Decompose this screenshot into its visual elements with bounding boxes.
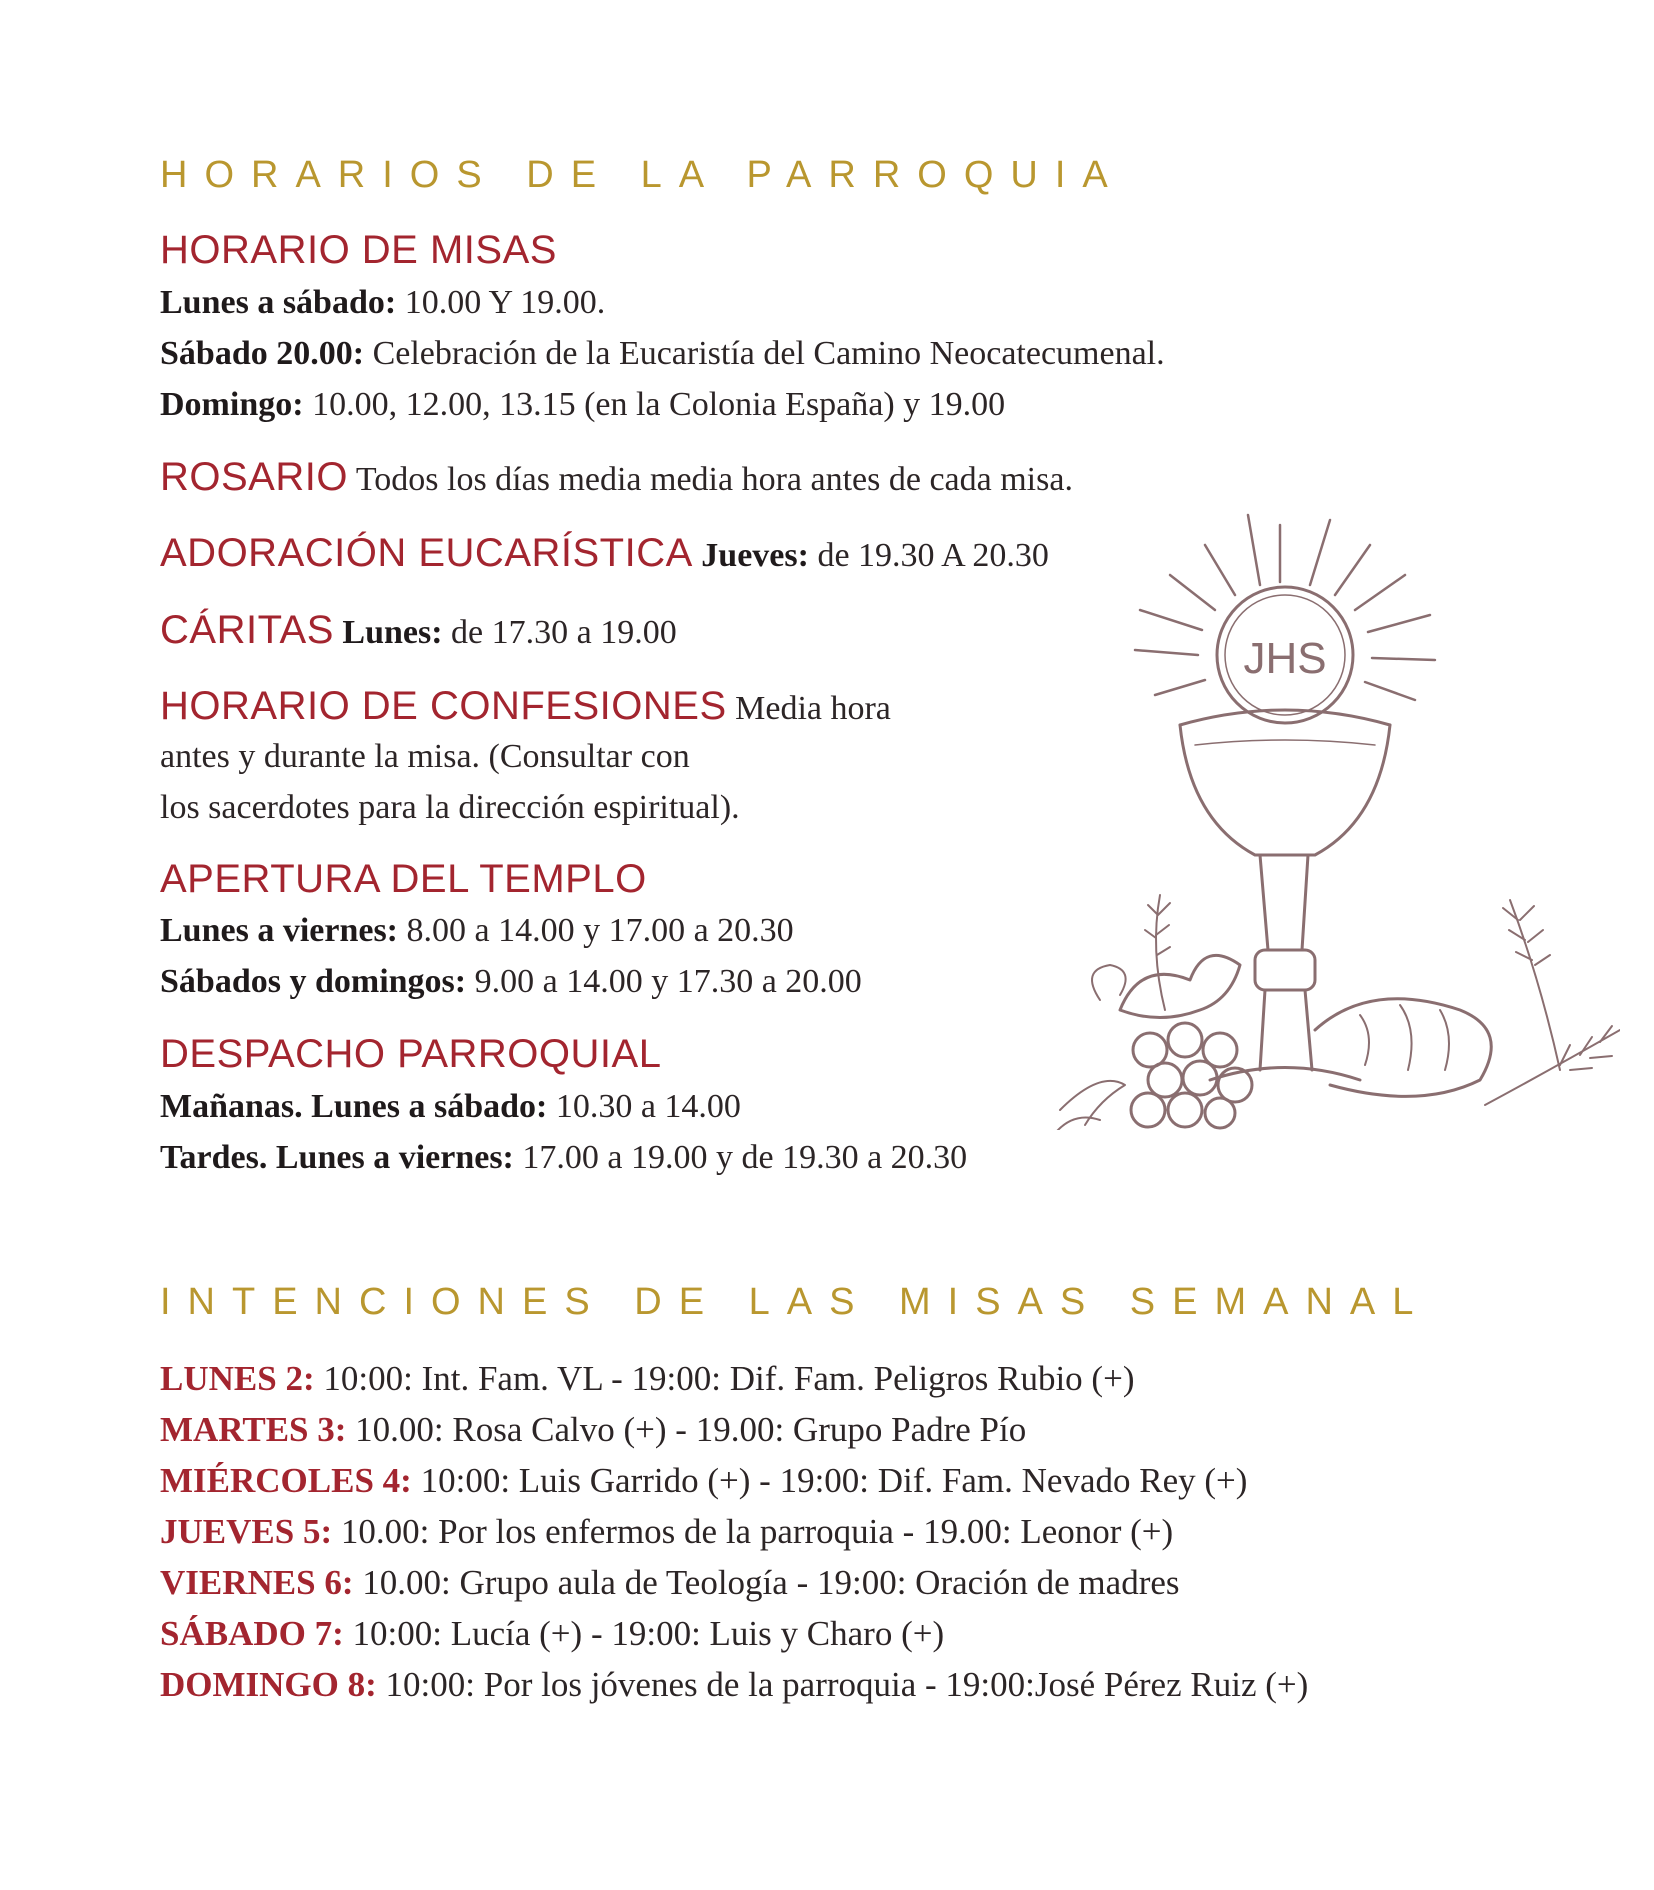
adoracion-label: Jueves:	[692, 537, 809, 574]
grapes-icon	[1131, 1023, 1252, 1128]
despacho-line-2-text: 17.00 a 19.00 y de 19.30 a 20.30	[513, 1139, 968, 1176]
intencion-text: 10:00: Lucía (+) - 19:00: Luis y Charo (+)	[343, 1614, 945, 1653]
misas-line-1-label: Lunes a sábado:	[160, 284, 397, 321]
misas-title: HORARIO DE MISAS	[160, 228, 557, 272]
apertura-line-1-label: Lunes a viernes:	[160, 912, 398, 949]
intencion-row	[160, 1410, 1026, 1450]
intencion-text: 10:00: Luis Garrido (+) - 19:00: Dif. Fam. Nevado Rey (+)	[411, 1461, 1248, 1500]
intencion-row	[160, 1512, 1173, 1552]
intencion-text: 10:00: Por los jóvenes de la parroquia - 19:00:José Pérez Ruiz (+)	[376, 1665, 1309, 1704]
apertura-title: APERTURA DEL TEMPLO	[160, 857, 647, 901]
intencion-row	[160, 1614, 944, 1654]
intencion-row	[160, 1359, 1134, 1399]
confesiones-title: HORARIO DE CONFESIONES	[160, 684, 727, 728]
intencion-day: JUEVES 5:	[160, 1512, 333, 1551]
apertura-line-2	[160, 963, 862, 1001]
caritas-text: de 17.30 a 19.00	[442, 614, 677, 651]
misas-line-2-label: Sábado 20.00:	[160, 335, 365, 372]
intencion-text: 10.00: Rosa Calvo (+) - 19.00: Grupo Padre Pío	[346, 1410, 1027, 1449]
caritas-label: Lunes:	[333, 614, 443, 651]
adoracion-row	[160, 531, 1049, 576]
cup-stem	[1260, 855, 1308, 950]
apertura-line-2-label: Sábados y domingos:	[160, 963, 467, 1000]
despacho-line-1-label: Mañanas. Lunes a sábado:	[160, 1088, 548, 1125]
intencion-day: MARTES 3:	[160, 1410, 347, 1449]
misas-line-3-text: 10.00, 12.00, 13.15 (en la Colonia España) y 19.00	[303, 386, 1006, 423]
despacho-line-1	[160, 1088, 741, 1126]
intencion-text: 10:00: Int. Fam. VL - 19:00: Dif. Fam. Peligros Rubio (+)	[314, 1359, 1135, 1398]
despacho-line-2	[160, 1139, 967, 1177]
misas-line-1	[160, 284, 605, 322]
misas-line-2	[160, 335, 1165, 373]
intencion-day: LUNES 2:	[160, 1359, 315, 1398]
rosario-text: Todos los días media media hora antes de cada misa.	[347, 461, 1073, 498]
adoracion-title: ADORACIÓN EUCARÍSTICA	[160, 531, 693, 575]
intencion-day: MIÉRCOLES 4:	[160, 1461, 412, 1500]
caritas-row	[160, 608, 677, 653]
intencion-row	[160, 1563, 1180, 1603]
confesiones-line-1: Media hora	[735, 690, 891, 727]
adoracion-text: de 19.30 A 20.30	[808, 537, 1049, 574]
cup-knot	[1255, 950, 1315, 990]
intencion-text: 10.00: Por los enfermos de la parroquia - 19.00: Leonor (+)	[332, 1512, 1174, 1551]
despacho-title: DESPACHO PARROQUIAL	[160, 1032, 662, 1076]
bread-icon	[1315, 999, 1491, 1097]
vine-leaf-icon	[1120, 955, 1240, 1017]
misas-line-3-label: Domingo:	[160, 386, 304, 423]
misas-line-2-text: Celebración de la Eucaristía del Camino Neocatecumenal.	[364, 335, 1165, 372]
chalice-host-icon	[1040, 510, 1620, 1130]
rosario-row	[160, 455, 1073, 500]
confesiones-line-2: antes y durante la misa. (Consultar con	[160, 738, 690, 775]
confesiones-line-3: los sacerdotes para la dirección espiritual).	[160, 789, 740, 826]
intenciones-heading: INTENCIONES DE LAS MISAS SEMANAL	[160, 1281, 1431, 1323]
caritas-title: CÁRITAS	[160, 608, 334, 652]
intencion-row	[160, 1665, 1308, 1705]
intencion-day: DOMINGO 8:	[160, 1665, 377, 1704]
despacho-line-1-text: 10.30 a 14.00	[547, 1088, 741, 1125]
confesiones-row	[160, 684, 891, 729]
intencion-day: VIERNES 6:	[160, 1563, 354, 1602]
rosario-title: ROSARIO	[160, 455, 348, 499]
intencion-row	[160, 1461, 1247, 1501]
apertura-line-2-text: 9.00 a 14.00 y 17.30 a 20.00	[466, 963, 862, 1000]
cup-bowl	[1180, 725, 1390, 855]
despacho-line-2-label: Tardes. Lunes a viernes:	[160, 1139, 514, 1176]
host-text: JHS	[1243, 634, 1327, 683]
intencion-day: SÁBADO 7:	[160, 1614, 344, 1653]
horarios-heading: HORARIOS DE LA PARROQUIA	[160, 154, 1125, 196]
misas-line-3	[160, 386, 1005, 424]
misas-line-1-text: 10.00 Y 19.00.	[396, 284, 606, 321]
apertura-line-1	[160, 912, 794, 950]
intencion-text: 10.00: Grupo aula de Teología - 19:00: Oración de madres	[353, 1563, 1180, 1602]
apertura-line-1-text: 8.00 a 14.00 y 17.00 a 20.30	[398, 912, 794, 949]
